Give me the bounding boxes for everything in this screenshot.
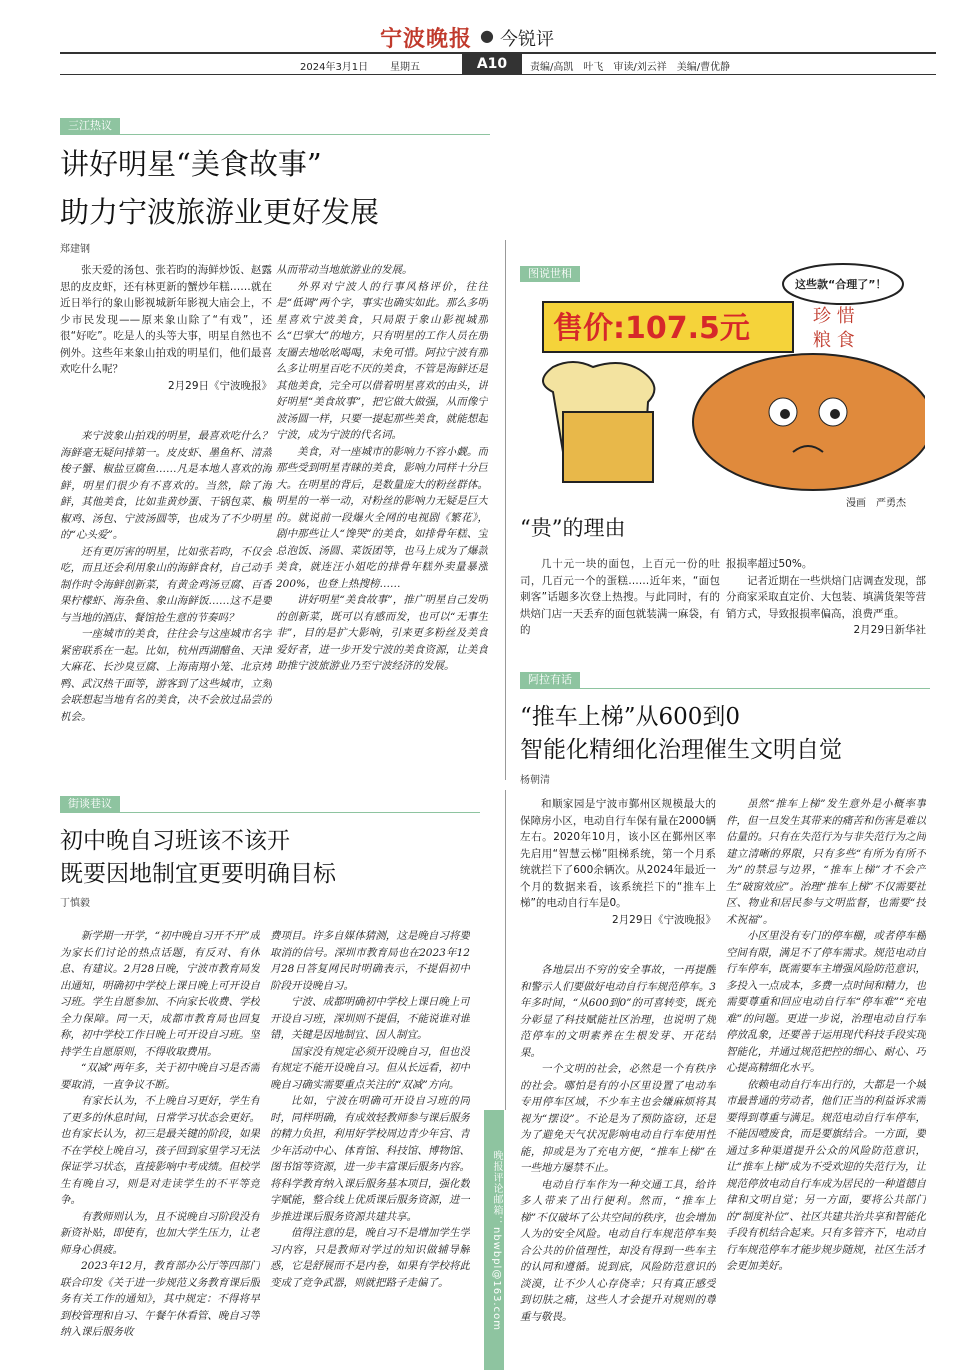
cartoon-text-col2 [726, 556, 926, 646]
paragraph: 从而带动当地旅游业的发展。 [276, 264, 413, 276]
paragraph: 几十元一块的面包，上百元一份的吐司，几百元一个的蛋糕……近年来，“面包刺客”话题多次登上热搜。与此同时，有的烘焙门店一天丢弃的面包就装满一麻袋，有的 [520, 558, 720, 636]
paragraph: 小区里没有专门的停车棚，或者停车棚空间有限，满足不了停车需求。规范电动自行车停车，既需要车主增强风险防范意识，多投入一点成本，多费一点时间和精力，也需要尊重和回应电动自行车“停车难”“充电难”的问题。更进一步说，治理电动自行车停放乱象，还要善于运用现代科技手段实现智能化，并通过规范把控的细心、耐心、巧心提高精细化水平。 [726, 930, 926, 1074]
side-text-2: 粮 食 [813, 330, 855, 351]
section-rule [60, 812, 480, 813]
page-number: A10 [462, 54, 522, 74]
column-divider [505, 240, 506, 780]
byline: 郑建钢 [60, 244, 90, 255]
editor-credits: 责编/高凯 叶飞 审读/刘云祥 美编/曹优静 [530, 62, 731, 73]
paragraph: 新学期一开学，“初中晚自习开不开”成为家长们讨论的热点话题，有反对、有休息、有建议。2月28日晚，宁波市教育局发出通知，明确初中学校上课日晚上可开设自习班。学生自愿参加、不向家长收费、学校全力保障。同一天，成都市教育局也回复称，初中学校工作日晚上可开设自习班。坚持学生自愿原则，不得收取费用。 [60, 930, 260, 1058]
cartoon-svg [513, 262, 925, 502]
speech-bubble-text: 这些款“合理了”！ [795, 278, 887, 291]
paragraph: 宁波、成都明确初中学校上课日晚上可开设自习班，深圳则不提倡，不能说谁对谁错，关键是因地制宜、因人制宜。 [270, 996, 470, 1041]
paragraph: 报损率超过50%。 [726, 558, 813, 570]
paragraph: 各地层出不穷的安全事故，一再提醒和警示人们要做好电动自行车规范停车。3年多时间，“从600到0”的可喜转变，既充分彰显了科技赋能社区治理，也说明了规范停车的文明素养在生根发芽、开花结果。 [520, 964, 716, 1059]
paragraph: 虽然“推车上梯”发生意外是小概率事件，但一旦发生其带来的痛苦和伤害是难以估量的。只有在失范行为与非失范行为之间建立清晰的界限，只有多些“有所为有所不为”的禁忌与边界，“推车上梯”才不会产生“破窗效应”。治理“推车上梯”不仅需要社区、物业和居民参与文明监督，也需要“技术祝福”。 [726, 798, 926, 926]
header-rule-2 [60, 74, 936, 75]
article1-col1 [60, 428, 272, 760]
paragraph: “双减”两年多，关于初中晚自习是否需要取消，一直争议不断。 [60, 1062, 260, 1091]
paragraph: 比如，宁波在明确可开设自习班的同时，同样明确，有成效轻教师参与课后服务的精力负担，利用好学校周边青少年宫、青少年活动中心、体育馆、科技馆、博物馆、图书馆等资源，进一步丰富课后服务内容。将科学教育纳入课后服务基本项目，强化数字赋能，整合线上优质课后服务资源，进一步推进课后服务资源共建共享。 [270, 1095, 470, 1223]
issue-weekday: 星期五 [390, 62, 420, 73]
cartoon-credit: 漫画 严勇杰 [846, 498, 906, 509]
section-tag-sanjiang: 三江热议 [60, 118, 120, 134]
byline3: 杨朝清 [520, 775, 550, 786]
pupil [830, 409, 840, 419]
article4-col1 [60, 928, 260, 1364]
paragraph: 有教师则认为，且不说晚自习阶段没有新资补贴，即使有，也加大学生压力，让老师身心俱疲。 [60, 1210, 260, 1256]
lead-text: 和顺家园是宁波市鄞州区规模最大的保障房小区，电动自行车保有量在2000辆左右。2020年10月，该小区在鄞州区率先启用“智慧云梯”阻梯系统，第一个月系统就拦下了600余辆次。从2024年最近一个月的数据来看，该系统拦下的“推车上梯”的电动自行车是0。 [520, 798, 716, 909]
section-tag-jietan: 街谈巷议 [60, 796, 120, 812]
paragraph: 2023年12月，教育部办公厅等四部门联合印发《关于进一步规范义务教育课后服务有关工作的通知》，其中规定：不得将早到校管理和自习、午餐午休看管、晚自习等纳入课后服务收 [60, 1260, 260, 1338]
headline-line2: 助力宁波旅游业更好发展 [60, 195, 380, 229]
issue-date: 2024年3月1日 [300, 62, 369, 73]
article4-col2 [270, 928, 470, 1364]
byline4: 丁慎毅 [60, 898, 90, 909]
pupil [780, 409, 790, 419]
headline-line1: 讲好明星“美食故事” [60, 147, 322, 181]
headline3-line2: 智能化精细化治理催生文明自觉 [520, 737, 842, 763]
paragraph: 来宁波象山拍戏的明星，最喜欢吃什么？海鲜毫无疑问排第一。皮皮虾、墨鱼杯、清蒸梭子蟹、椒盐豆腐鱼……凡是本地人喜欢的海鲜，明星们很少有不喜欢的。当然，除了海鲜，其他美食，比如韭黄炒蛋、干锅包菜、椒椒鸡、汤包、宁波汤圆等，也成为了不少明星的“心头爱”。 [60, 430, 272, 541]
article3-col1 [520, 962, 716, 1362]
article3-lead [520, 796, 716, 958]
side-text [813, 306, 855, 351]
headline4-line1: 初中晚自习班该不该开 [60, 828, 290, 854]
lead-source: 2月29日《宁波晚报》 [611, 913, 716, 926]
paragraph: 有家长认为，不上晚自习更好，学生有了更多的休息时间，日常学习状态会更好。也有家长认为，初三是最关键的阶段，如果不在学校上晚自习，孩子回到家里学习无法保证学习状态，直接影响中考成绩。但校学生有晚自习，则是对走读学生的不平等竞争。 [60, 1095, 260, 1206]
side-text-1: 珍 惜 [813, 306, 855, 327]
bread-character [693, 354, 925, 490]
paragraph: 美食，对一座城市的影响力不容小觑。而那些受到明星青睐的美食，影响力同样十分巨大。在明星的背后，是数量庞大的粉丝群体。明星的一举一动，对粉丝的影响力无疑是巨大的。就说前一段爆火全网的电视剧《繁花》，剧中那些让人“馋哭”的美食，如排骨年糕、宝总泡饭、汤圆、菜饭团等，也马上成为了爆款美食，就连汪小姐吃的排骨年糕外卖量暴涨200%，也登上热搜榜…… [276, 445, 488, 590]
article1-lead [60, 262, 272, 422]
newspaper-logo: 宁波晚报 [380, 26, 473, 52]
toast-base [563, 412, 653, 482]
comment-email-banner: 晚报评论邮箱：nbwbpl@163.com [484, 1110, 504, 1370]
section-rule [60, 134, 490, 135]
lead-text: 张天爱的汤包、张若昀的海鲜炒饭、赵露思的皮皮虾，还有林更新的蟹炒年糕……就在近日举行的象山影视城新年影视大庙会上，不少市民发现——原来象山除了“有戏”，还很“好吃”。吃是人的头等大事，明星自然也不例外。这些年来象山拍戏的明星们，他们最喜欢吃什么呢？ [60, 264, 272, 375]
lead-source: 2月29日《宁波晚报》 [167, 379, 272, 392]
cartoon-source: 2月29日新华社 [853, 624, 926, 636]
bullet-icon: ● [480, 26, 494, 45]
headline4-line2: 既要因地制宜更要明确目标 [60, 861, 336, 887]
article1-col2 [276, 262, 488, 760]
column-divider [505, 790, 506, 1110]
paragraph: 一个文明的社会，必然是一个有秩序的社会。哪怕是有的小区里设置了电动车专用停车区域，不少车主也会嫌麻烦将其视为“摆设”。不论是为了预防盗窃，还是为了避免天气状况影响电动自行车使用性能，抑或是为了充电方便，“推车上梯”在一些地方屡禁不止。 [520, 1063, 716, 1174]
paragraph: 国家没有规定必须开设晚自习，但也没有规定不能开设晚自习。但从长远看，初中晚自习确实需要重点关注的“双减”方向。 [270, 1045, 470, 1091]
paragraph: 还有更厉害的明星，比如张若昀，不仅会吃，而且还会利用象山的海鲜食材，自己动手制作时令海鲜创新菜，有黄金鸡汤豆腐、百香果柠檬虾、海杂鱼、象山海鲜饭……这不是要与当地的酒店、餐馆抢生意的节奏吗？ [60, 545, 272, 624]
price-sign-text: 售价:107.5元 [553, 311, 750, 346]
section-tag-tushuo: 图说世相 [520, 266, 580, 282]
article3-col2 [726, 796, 926, 1362]
paragraph: 电动自行车作为一种交通工具，给许多人带来了出行便利。然而，“推车上梯”不仅破坏了公共空间的秩序，也会增加人为的安全风险。电动自行车规范停车契合公共的价值理性，却没有得到一些车主的认同和遵循。说到底，风险防范意识的淡漠，让不少人心存侥幸；只有真正感受到切肤之痛，这些人才会提升对规则的尊重与敬畏。 [520, 1178, 716, 1323]
paragraph: 记者近期在一些烘焙门店调查发现，部分商家采取直定价、大包装、填满货架等营销方式，导致报损率偏高，浪费严重。 [726, 574, 926, 620]
cartoon-illustration [513, 262, 925, 502]
paragraph: 一座城市的美食，往往会与这座城市名字紧密联系在一起。比如，杭州西湖醋鱼、天津大麻花、长沙臭豆腐、上海南翔小笼、北京烤鸭、武汉热干面等，游客到了这些城市，立刻会联想起当地有名的美食，决不会放过品尝的机会。 [60, 628, 272, 723]
column-title: 今锐评 [500, 29, 554, 50]
headline3-line1: “推车上梯”从600到0 [520, 704, 741, 730]
paragraph: 外界对宁波人的行事风格评价，往往是“低调”两个字，事实也确实如此。那么多明星喜欢宁波美食，只局限于象山影视城那么“巴掌大”的地方，只有明星的工作人员在朋友圈去地吆吆喝喝，未免可惜。阿拉宁波有那么多让明星百吃不厌的美食，不管是海鲜还是其他美食，完全可以借着明星喜欢的由头，讲好明星“美食故事”，把它做大做强，从而像宁波汤圆一样，只要一提起那些美食，就能想起宁波，成为宁波的代名词。 [276, 280, 488, 441]
cartoon-text-col1 [520, 556, 720, 646]
paragraph: 依赖电动自行车出行的，大都是一个城市最普通的劳动者，他们正当的利益诉求需要得到尊重与满足。规范电动自行车停车，不能因噎废食，而是要旗结合。一方面，要通过多种渠道提升公众的风险防范意识，让“推车上梯”成为不受欢迎的失范行为，让规范停放电动自行车成为居民的一种道德自律和文明自觉；另一方面，要将公共部门的“制度补位”、社区共建共治共享和智能化手段有机结合起来。只有多管齐下，电动自行车规范停车才能步规步随规，社区生活才会更加美好。 [726, 1078, 926, 1272]
paragraph: 讲好明星“美食故事”，推广明星自己发明的创新菜，既可以有感而发，也可以“无事生非”，目的是扩大影响，引来更多粉丝及美食爱好者，进一步开发宁波的美食资源，让美食助推宁波旅游业乃至宁波经济的发展。 [276, 594, 488, 672]
paragraph: 值得注意的是，晚自习不是增加学生学习内容，只是教师对学过的知识做辅导解惑，它是舒展而不是内卷，如果有学校将此变成了竞争武器，则就把路子走偏了。 [270, 1227, 470, 1289]
section-rule [520, 688, 930, 689]
section-tag-ala: 阿拉有话 [520, 672, 580, 688]
paragraph: 费项目。许多自媒体猜测，这是晚自习将要取消的信号。深圳市教育局也在2023年12月28日答复网民时明确表示，不提倡初中阶段开设晚自习。 [270, 930, 470, 992]
cartoon-title: “贵”的理由 [520, 516, 626, 540]
